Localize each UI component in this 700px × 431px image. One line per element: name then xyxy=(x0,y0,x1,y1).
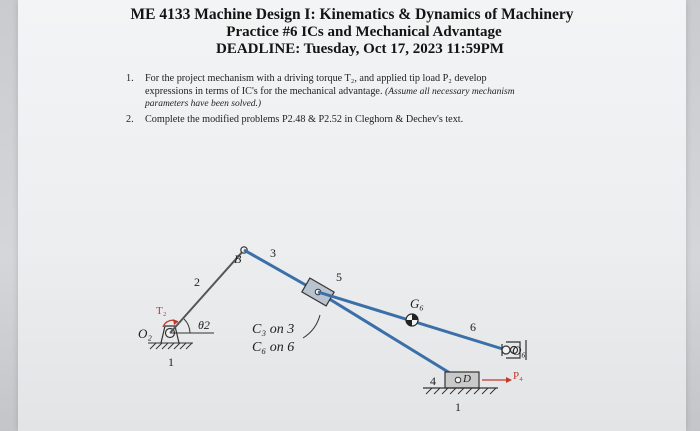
deadline: DEADLINE: Tuesday, Oct 17, 2023 11:59PM xyxy=(216,41,504,57)
ground-left xyxy=(148,343,193,349)
link-3-label: 3 xyxy=(270,246,276,260)
problem-1-line-2a: expressions in terms of IC's for the mechanical advantage. xyxy=(145,86,383,97)
link-5-label: 5 xyxy=(336,270,342,284)
g6-label: G₆ xyxy=(410,296,424,311)
note-leader-line xyxy=(303,315,320,338)
theta2-label: θ2 xyxy=(198,318,210,332)
note-line-1: C₃ on 3 xyxy=(252,322,295,337)
course-title: ME 4133 Machine Design I: Kinematics & Dynamics of Machinery xyxy=(130,6,574,23)
ground-right-hatch xyxy=(426,388,496,394)
load-arrowhead-icon xyxy=(506,377,512,383)
document-page xyxy=(18,0,686,431)
link-6-label: 6 xyxy=(470,320,476,334)
o2-label: O₂ xyxy=(138,326,152,341)
problem-1-line-3: parameters have been solved.) xyxy=(145,99,262,109)
load-label: P₄ xyxy=(513,370,523,382)
theta-arc xyxy=(184,319,190,333)
pivot-o2 xyxy=(161,326,179,343)
problem-1-line-1: For the project mechanism with a driving torque T₂, and applied tip load P₂ develop xyxy=(145,73,487,84)
note-line-2: C₆ on 6 xyxy=(252,340,295,355)
slider-block-4 xyxy=(445,372,479,388)
practice-title: Practice #6 ICs and Mechanical Advantage xyxy=(226,24,502,40)
mechanism-diagram xyxy=(18,0,686,431)
link-2-label: 2 xyxy=(194,275,200,289)
link-3-extension xyxy=(318,292,458,378)
problem-1-number: 1. xyxy=(126,73,134,84)
link-1-right-label: 1 xyxy=(455,400,461,414)
joint-b-label: B xyxy=(234,252,242,266)
link-1-left-label: 1 xyxy=(168,355,174,369)
torque-label: T₂ xyxy=(156,305,167,317)
link-4-label: 4 xyxy=(430,374,436,388)
center-of-mass-g6-icon xyxy=(406,314,418,326)
joint-d-label: D xyxy=(463,373,471,385)
problem-1-line-2b: (Assume all necessary mechanism xyxy=(385,87,515,97)
o6-label: O₆ xyxy=(512,343,526,358)
problem-2-number: 2. xyxy=(126,114,134,125)
problem-2-line-1: Complete the modified problems P2.48 & P2.52 in Cleghorn & Dechev's text. xyxy=(145,114,464,125)
